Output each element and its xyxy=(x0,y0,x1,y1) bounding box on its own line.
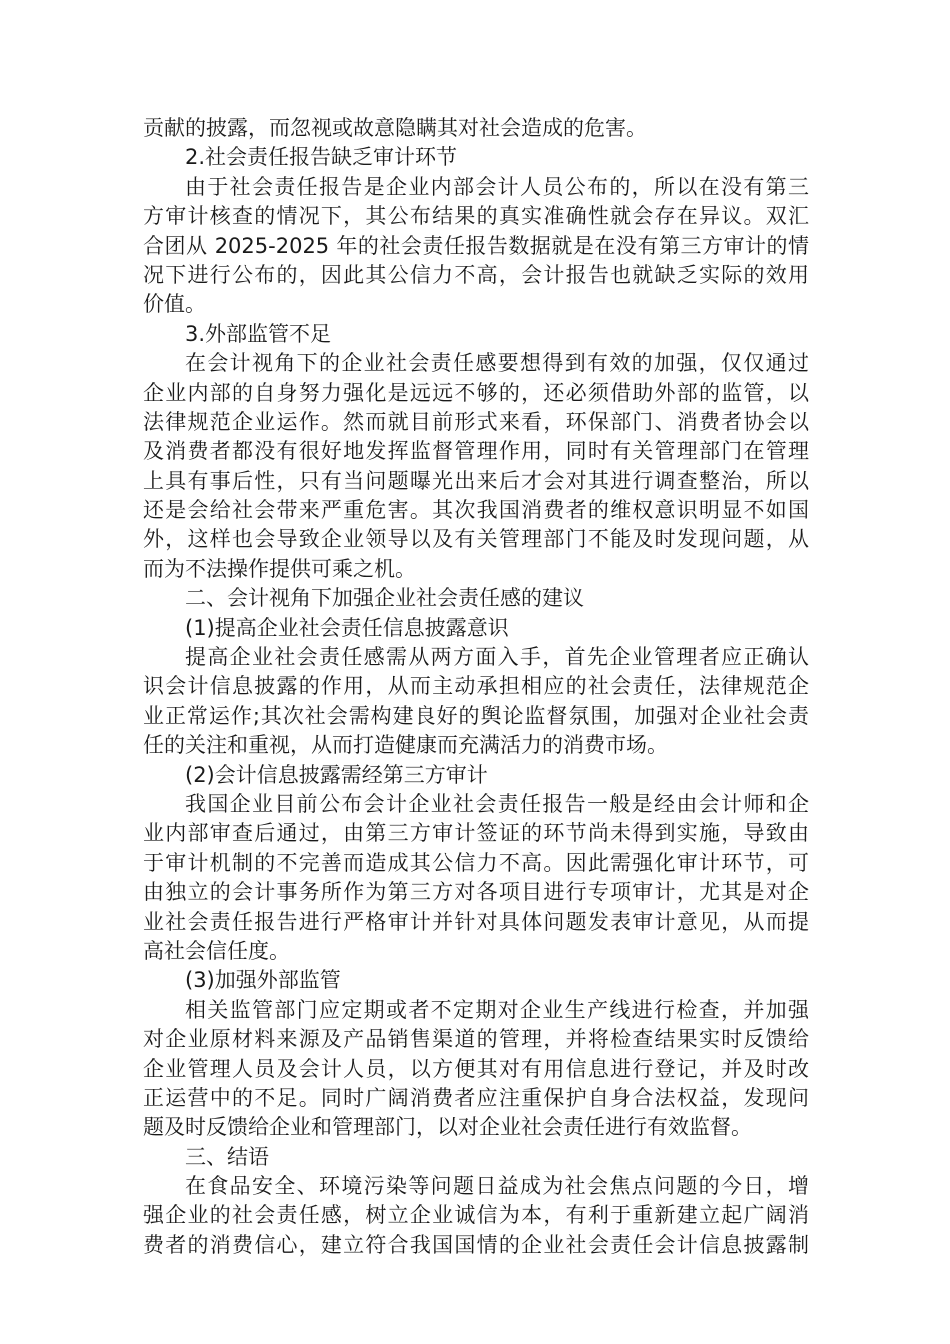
text-line: 高社会信任度。 xyxy=(143,938,290,963)
text-line: 外，这样也会导致企业领导以及有关管理部门不能及时发现问题，从 xyxy=(143,527,809,552)
document-page xyxy=(143,114,809,1260)
text-line: 而为不法操作提供可乘之机。 xyxy=(143,556,416,581)
text-line: (1)提高企业社会责任信息披露意识 xyxy=(185,615,509,640)
text-line: 业社会责任报告进行严格审计并针对具体问题发表审计意见，从而提 xyxy=(143,909,809,934)
text-line: 企业内部的自身努力强化是远远不够的，还必须借助外部的监管，以 xyxy=(143,380,809,405)
text-line: 合团从 2025-2025 年的社会责任报告数据就是在没有第三方审计的情 xyxy=(143,233,809,258)
text-line: 我国企业目前公布会计企业社会责任报告一般是经由会计师和企 xyxy=(185,791,809,816)
text-line: 二、会计视角下加强企业社会责任感的建议 xyxy=(185,586,584,611)
text-line: 三、结语 xyxy=(185,1144,269,1169)
text-line: 强企业的社会责任感，树立企业诚信为本，有利于重新建立起广阔消 xyxy=(143,1203,809,1228)
text-line: 识会计信息披露的作用，从而主动承担相应的社会责任，法律规范企 xyxy=(143,674,809,699)
text-line: 正运营中的不足。同时广阔消费者应注重保护自身合法权益，发现问 xyxy=(143,1085,809,1110)
text-line: 于审计机制的不完善而造成其公信力不高。因此需强化审计环节，可 xyxy=(143,850,809,875)
text-line: 业内部审查后通过，由第三方审计签证的环节尚未得到实施，导致由 xyxy=(143,821,809,846)
text-line: 企业管理人员及会计人员，以方便其对有用信息进行登记，并及时改 xyxy=(143,1056,809,1081)
text-line: 业正常运作;其次社会需构建良好的舆论监督氛围，加强对企业社会责 xyxy=(143,703,809,728)
text-line: 方审计核查的情况下，其公布结果的真实准确性就会存在异议。双汇 xyxy=(143,204,809,229)
text-line: 3.外部监管不足 xyxy=(185,321,332,346)
text-line: 在食品安全、环境污染等问题日益成为社会焦点问题的今日，增 xyxy=(185,1174,809,1199)
text-line: 相关监管部门应定期或者不定期对企业生产线进行检查，并加强 xyxy=(185,997,809,1022)
text-line: 及消费者都没有很好地发挥监督管理作用，同时有关管理部门在管理 xyxy=(143,439,809,464)
text-line: 况下进行公布的，因此其公信力不高，会计报告也就缺乏实际的效用 xyxy=(143,262,809,287)
text-line: 费者的消费信心，建立符合我国国情的企业社会责任会计信息披露制 xyxy=(143,1232,809,1257)
text-line: 由独立的会计事务所作为第三方对各项目进行专项审计，尤其是对企 xyxy=(143,880,809,905)
text-line: 上具有事后性，只有当问题曝光出来后才会对其进行调查整治，所以 xyxy=(143,468,809,493)
text-line: 2.社会责任报告缺乏审计环节 xyxy=(185,145,458,170)
text-line: 法律规范企业运作。然而就目前形式来看，环保部门、消费者协会以 xyxy=(143,409,809,434)
text-line: 题及时反馈给企业和管理部门，以对企业社会责任进行有效监督。 xyxy=(143,1115,752,1140)
text-line: (2)会计信息披露需经第三方审计 xyxy=(185,762,488,787)
text-line: 提高企业社会责任感需从两方面入手，首先企业管理者应正确认 xyxy=(185,645,809,670)
text-line: 价值。 xyxy=(143,292,206,317)
text-line: 任的关注和重视，从而打造健康而充满活力的消费市场。 xyxy=(143,733,668,758)
text-line: 贡献的披露，而忽视或故意隐瞒其对社会造成的危害。 xyxy=(143,116,647,140)
text-line: 由于社会责任报告是企业内部会计人员公布的，所以在没有第三 xyxy=(185,174,809,199)
text-line: 对企业原材料来源及产品销售渠道的管理，并将检查结果实时反馈给 xyxy=(143,1027,809,1052)
text-line: (3)加强外部监管 xyxy=(185,968,341,993)
text-line: 还是会给社会带来严重危害。其次我国消费者的维权意识明显不如国 xyxy=(143,498,809,523)
text-line: 在会计视角下的企业社会责任感要想得到有效的加强，仅仅通过 xyxy=(185,351,809,376)
